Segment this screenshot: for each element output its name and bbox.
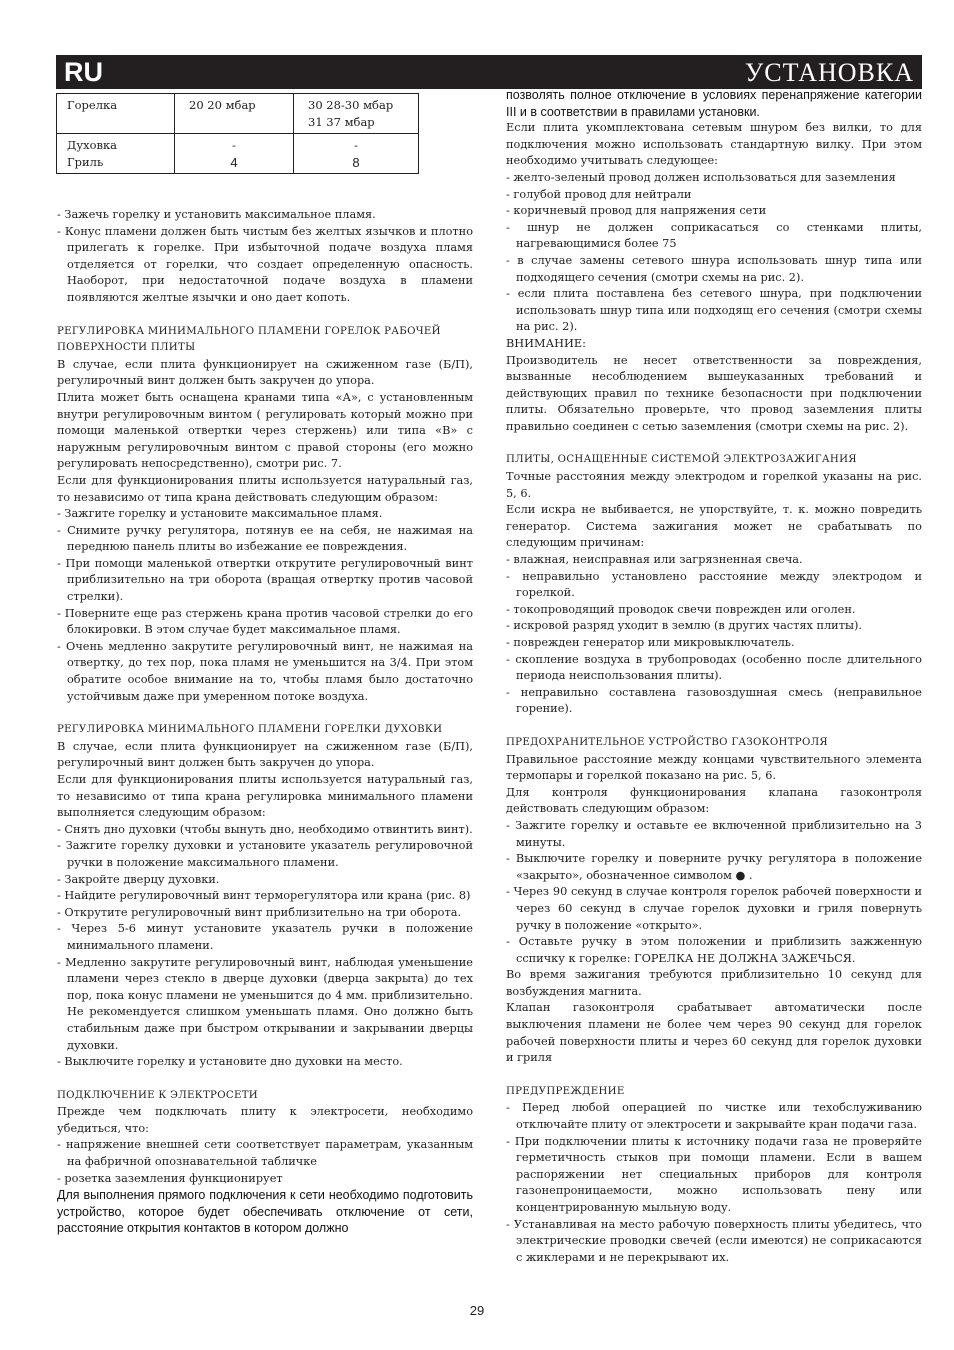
list-item: - токопроводящий проводок свечи поврежден или оголен. — [506, 602, 856, 616]
list-item: - Зажгите горелку и оставьте ее включенной приблизительно на 3 минуты. — [506, 818, 922, 849]
paragraph: Прежде чем подключать плиту к электросети, необходимо убедиться, что: — [57, 1105, 473, 1135]
table-cell: - 4 — [175, 134, 294, 174]
list-item: - искровой разряд уходит в землю (в других частях плиты). — [506, 619, 862, 633]
paragraph: Для контроля функционирования клапана газоконтроля действовать следующим образом: — [506, 785, 922, 816]
list-item: - Выключите горелку и поверните ручку регулятора в положение «закрыто», обозначенное символом ● . — [506, 852, 922, 882]
paragraph: Если плита укомплектована сетевым шнуром без вилки, то для подключения можно использовать стандартную вилку. При этом необходимо учитывать следующее: — [506, 121, 922, 168]
paragraph: Во время зажигания требуются приблизительно 10 секунд для возбуждения магнита. — [506, 968, 922, 998]
list-item: - Оставьте ручку в этом положении и приблизить зажженную сспичку к горелке: ГОРЕЛКА НЕ ДОЛЖНА ЗАЖЕЧЬСЯ. — [506, 935, 922, 965]
list-item: - Снимите ручку регулятора, потянув ее на себя, не нажимая на переднюю панель плиты во избежание ее повреждения. — [57, 523, 473, 554]
section-heading: РЕГУЛИРОВКА МИНИМАЛЬНОГО ПЛАМЕНИ ГОРЕЛОК РАБОЧЕЙ ПОВЕРХНОСТИ ПЛИТЫ — [57, 325, 441, 354]
paragraph: Если для функционирования плиты используется натуральный газ, то независимо от типа крана действовать следующим образом: — [57, 473, 473, 504]
section-heading: ПРЕДОХРАНИТЕЛЬНОЕ УСТРОЙСТВО ГАЗОКОНТРОЛЯ — [506, 736, 828, 748]
language-code: RU — [64, 57, 103, 87]
paragraph: Если искра не выбивается, не упорствуйте, т. к. можно повредить генератор. Система зажигания может не срабатывать по следующим причинам: — [506, 503, 922, 550]
list-item: - Закройте дверцу духовки. — [57, 872, 220, 886]
paragraph: Если для функционирования плиты используется натуральный газ, то независимо от типа крана регулировка минимального пламени выполняется следующим образом: — [57, 773, 473, 820]
list-item: - Конус пламени должен быть чистым без желтых язычков и плотно прилегать к горелке. При избыточной подаче воздуха пламя отделяется от горелки, что создает определенную опасность. Наоборот, при недостаточной подаче воздуха в пламени появляются желтые язычки и оно дает копоть. — [57, 224, 473, 304]
list-item: - неправильно установлено расстояние между электродом и горелкой. — [506, 569, 922, 600]
paragraph: Плита может быть оснащена кранами типа «А», с установленным внутри регулировочным винтом ( регулировать который можно при помощи маленькой отвертки через стержень) или типа «В» с наружным регулировочным винтом с правой стороны (его можно регулировать непосредственно), смотри рис. 7. — [57, 390, 473, 471]
list-item: - скопление воздуха в трубопроводах (особенно после длительного периода неиспользования плиты). — [506, 652, 922, 683]
section-heading: РЕГУЛИРОВКА МИНИМАЛЬНОГО ПЛАМЕНИ ГОРЕЛКИ ДУХОВКИ — [57, 724, 443, 736]
list-item: - Зажечь горелку и установить максимальное пламя. — [57, 208, 376, 221]
paragraph: Производитель не несет ответственности за повреждения, вызванные несоблюдением вышеуказанных требований и действующих правил по технике безопасности при подключении плиты. Обязательно проверьте, что провод заземления плиты правильно соединен с сетью заземления (смотри схемы на рис. 2). — [506, 353, 922, 433]
list-item: - Зажгите горелку духовки и установите указатель регулировочной ручки в положение максимального пламени. — [57, 839, 473, 869]
list-item: - шнур не должен соприкасаться со стенками плиты, нагревающимися более 75 — [506, 220, 922, 251]
list-item: - голубой провод для нейтрали — [506, 187, 692, 201]
list-item: - Выключите горелку и установите дно духовки на место. — [57, 1055, 403, 1069]
table-cell: - 8 — [294, 134, 419, 174]
paragraph: В случае, если плита функционирует на сжиженном газе (Б/П), регулирочный винт должен быть закручен до упора. — [57, 739, 473, 770]
list-item: - Медленно закрутите регулировочный винт, наблюдая уменьшение пламени через стекло в дверце духовки (дверца закрыта) до тех пор, пока конус пламени не уменьшится до 4 мм. приблизительно. Не рекомендуется слишком уменьшать пламя. Оно должно быть стабильным даже при быстром открывании и закрывании дверцы духовки. — [57, 955, 473, 1052]
paragraph: Правильное расстояние между концами чувствительного элемента термопары и горелкой показано на рис. 5, 6. — [506, 752, 922, 783]
paragraph: В случае, если плита функционирует на сжиженном газе (Б/П), регулирочный винт должен быть закручен до упора. — [57, 357, 473, 388]
list-item: - неправильно составлена газовоздушная смесь (неправильное горение). — [506, 685, 922, 716]
list-item: - Найдите регулировочный винт терморегулятора или крана (рис. 8) — [57, 889, 471, 903]
gas-pressure-table — [56, 93, 419, 174]
list-item: - Зажгите горелку и установите максимальное пламя. — [57, 507, 383, 521]
page-header — [56, 55, 922, 89]
list-item: - Поверните еще раз стержень крана против часовой стрелки до его блокировки. В этом случае будет максимальное пламя. — [57, 606, 473, 637]
list-item: - желто-зеленый провод должен использоваться для заземления — [506, 170, 896, 184]
list-item: - Очень медленно закрутите регулировочный винт, не нажимая на отвертку, до тех пор, пока пламя не уменьшится на 3/4. При этом обратите особое внимание на то, чтобы пламя было достаточно устойчивым даже при умеренном потоке воздуха. — [57, 639, 473, 703]
list-item: - При помощи маленькой отвертки открутите регулировочный винт приблизительно на три оборота (вращая отвертку против часовой стрелки). — [57, 556, 473, 604]
list-item: - Устанавливая на место рабочую поверхность плиты убедитесь, что электрические проводки свечей (если имеются) не соприкасаются с жиклерами и не перекрывают их. — [506, 1217, 922, 1264]
section-heading: ПРЕДУПРЕЖДЕНИЕ — [506, 1085, 625, 1097]
page-number: 29 — [469, 1303, 485, 1318]
section-heading: ПЛИТЫ, ОСНАЩЕННЫЕ СИСТЕМОЙ ЭЛЕКТРОЗАЖИГАНИЯ — [506, 454, 857, 466]
table-row — [57, 94, 419, 134]
list-item: - розетка заземления функционирует — [57, 1171, 283, 1185]
table-cell: Горелка — [57, 94, 175, 134]
list-item: - При подключении плиты к источнику подачи газа не проверяйте герметичность стыков при помощи пламени. Если в вашем распоряжении нет специальных приборов для контроля газонепроницаемости, можно использовать пену или концентрированную мыльную воду. — [506, 1134, 922, 1214]
paragraph: ВНИМАНИЕ: — [506, 336, 586, 350]
paragraph: Для выполнения прямого подключения к сети необходимо подготовить устройство, которое будет обеспечивать отключение от сети, расстояние открытия контактов в котором должно — [57, 1188, 473, 1236]
list-item: - Через 90 секунд в случае контроля горелок рабочей поверхности и через 60 секунд в случае горелок духовки и гриля повернуть ручку в положение «открыто». — [506, 885, 922, 932]
table-cell: Духовка Гриль — [57, 134, 175, 174]
paragraph: Клапан газоконтроля срабатывает автоматически после выключения пламени не более чем через 90 секунд для горелок рабочей поверхности плиты и через 60 секунд для горелок духовки и гриля — [506, 1001, 922, 1065]
list-item: - напряжение внешней сети соответствует параметрам, указанным на фабричной опознавательной табличке — [57, 1138, 473, 1169]
list-item: - Открутите регулировочный винт приблизительно на три оборота. — [57, 905, 462, 919]
table-cell: 20 20 мбар — [175, 94, 294, 134]
right-column — [506, 87, 922, 1266]
table-cell: 30 28-30 мбар 31 37 мбар — [294, 94, 419, 134]
table-row — [57, 134, 419, 174]
list-item: - коричневый провод для напряжения сети — [506, 204, 767, 218]
list-item: - Снять дно духовки (чтобы вынуть дно, необходимо отвинтить винт). — [57, 822, 473, 836]
section-heading: ПОДКЛЮЧЕНИЕ К ЭЛЕКТРОСЕТИ — [57, 1089, 258, 1101]
list-item: - если плита поставлена без сетевого шнура, при подключении использовать шнур типа или подходящ его сечения (смотри схемы на рис. 2). — [506, 287, 922, 334]
paragraph: Точные расстояния между электродом и горелкой указаны на рис. 5, 6. — [506, 470, 922, 500]
list-item: - Перед любой операцией по чистке или техобслуживанию отключайте плиту от электросети и закрывайте кран подачи газа. — [506, 1101, 922, 1132]
list-item: - влажная, неисправная или загрязненная свеча. — [506, 553, 803, 567]
list-item: - в случае замены сетевого шнура использовать шнур типа или подходящего сечения (смотри схемы на рис. 2). — [506, 253, 922, 284]
list-item: - поврежден генератор или микровыключатель. — [506, 636, 795, 649]
left-column — [57, 207, 473, 1237]
paragraph: позволять полное отключение в условиях перенапряжение категории III и в соответствии в правилами установки. — [506, 88, 922, 119]
page-title: УСТАНОВКА — [744, 58, 914, 87]
list-item: - Через 5-6 минут установите указатель ручки в положение минимального пламени. — [57, 922, 473, 952]
